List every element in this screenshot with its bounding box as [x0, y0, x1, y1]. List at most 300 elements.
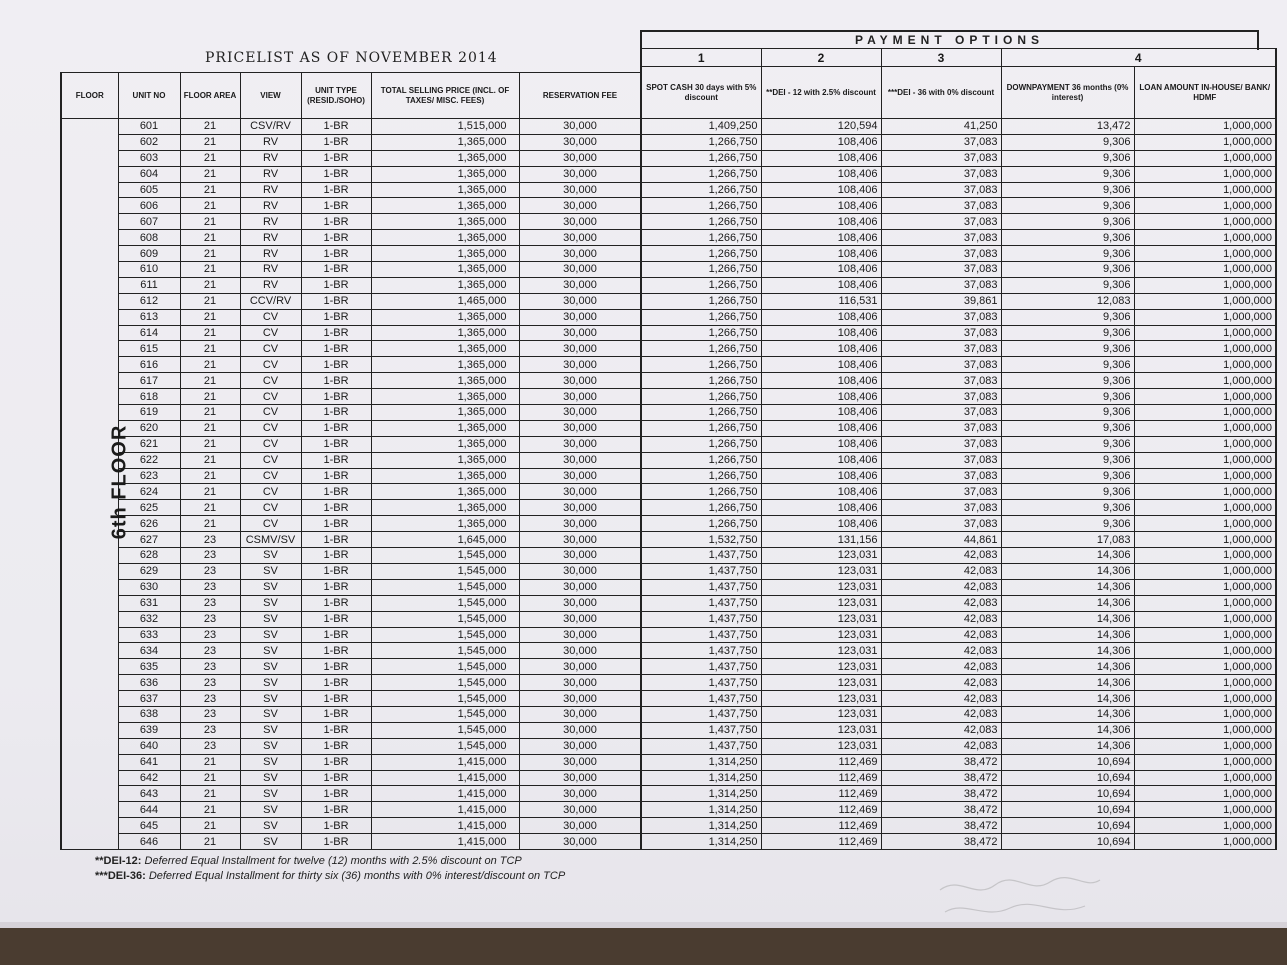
cell-dei-12: 108,406	[761, 436, 881, 452]
cell-loan-amount: 1,000,000	[1134, 230, 1276, 246]
cell-floor-area: 23	[180, 595, 240, 611]
cell-loan-amount: 1,000,000	[1134, 786, 1276, 802]
cell-downpayment: 12,083	[1001, 293, 1134, 309]
cell-floor-area: 23	[180, 706, 240, 722]
cell-dei-12: 123,031	[761, 722, 881, 738]
cell-unit-no: 606	[118, 198, 180, 214]
cell-loan-amount: 1,000,000	[1134, 246, 1276, 262]
cell-unit-no: 631	[118, 595, 180, 611]
cell-spot-cash: 1,266,750	[641, 277, 761, 293]
cell-total-selling-price: 1,365,000	[371, 420, 519, 436]
cell-dei-12: 108,406	[761, 484, 881, 500]
cell-dei-36: 38,472	[881, 834, 1001, 850]
cell-unit-no: 644	[118, 802, 180, 818]
table-row	[61, 611, 641, 627]
cell-unit-type: 1-BR	[301, 262, 371, 278]
cell-unit-type: 1-BR	[301, 627, 371, 643]
cell-dei-36: 42,083	[881, 675, 1001, 691]
cell-unit-type: 1-BR	[301, 134, 371, 150]
cell-loan-amount: 1,000,000	[1134, 182, 1276, 198]
cell-reservation-fee: 30,000	[519, 579, 641, 595]
cell-view: CV	[240, 373, 301, 389]
cell-loan-amount: 1,000,000	[1134, 373, 1276, 389]
cell-unit-type: 1-BR	[301, 389, 371, 405]
cell-unit-no: 629	[118, 563, 180, 579]
cell-total-selling-price: 1,415,000	[371, 754, 519, 770]
cell-dei-36: 38,472	[881, 802, 1001, 818]
cell-unit-no: 615	[118, 341, 180, 357]
cell-floor-area: 23	[180, 722, 240, 738]
table-row	[641, 325, 1276, 341]
table-row	[641, 166, 1276, 182]
cell-view: SV	[240, 659, 301, 675]
cell-unit-no: 609	[118, 246, 180, 262]
cell-floor-area: 21	[180, 230, 240, 246]
cell-dei-36: 37,083	[881, 198, 1001, 214]
cell-loan-amount: 1,000,000	[1134, 468, 1276, 484]
cell-floor-area: 21	[180, 214, 240, 230]
cell-total-selling-price: 1,365,000	[371, 389, 519, 405]
cell-spot-cash: 1,266,750	[641, 230, 761, 246]
cell-total-selling-price: 1,365,000	[371, 198, 519, 214]
cell-total-selling-price: 1,545,000	[371, 643, 519, 659]
cell-downpayment: 14,306	[1001, 738, 1134, 754]
cell-dei-12: 108,406	[761, 309, 881, 325]
cell-spot-cash: 1,266,750	[641, 309, 761, 325]
cell-loan-amount: 1,000,000	[1134, 293, 1276, 309]
cell-view: CV	[240, 436, 301, 452]
cell-reservation-fee: 30,000	[519, 230, 641, 246]
cell-view: CV	[240, 325, 301, 341]
cell-unit-type: 1-BR	[301, 405, 371, 421]
cell-unit-type: 1-BR	[301, 548, 371, 564]
cell-reservation-fee: 30,000	[519, 405, 641, 421]
table-row	[641, 405, 1276, 421]
cell-unit-type: 1-BR	[301, 309, 371, 325]
table-row	[61, 563, 641, 579]
table-row	[641, 579, 1276, 595]
cell-loan-amount: 1,000,000	[1134, 548, 1276, 564]
table-row	[61, 834, 641, 850]
table-row	[641, 770, 1276, 786]
cell-downpayment: 14,306	[1001, 579, 1134, 595]
cell-unit-no: 608	[118, 230, 180, 246]
cell-total-selling-price: 1,545,000	[371, 548, 519, 564]
cell-reservation-fee: 30,000	[519, 436, 641, 452]
cell-view: RV	[240, 230, 301, 246]
cell-dei-12: 108,406	[761, 182, 881, 198]
cell-spot-cash: 1,266,750	[641, 246, 761, 262]
cell-spot-cash: 1,437,750	[641, 722, 761, 738]
cell-reservation-fee: 30,000	[519, 262, 641, 278]
cell-loan-amount: 1,000,000	[1134, 579, 1276, 595]
cell-loan-amount: 1,000,000	[1134, 500, 1276, 516]
table-row	[61, 198, 641, 214]
cell-floor-area: 21	[180, 484, 240, 500]
table-row	[641, 818, 1276, 834]
payment-options-title: PAYMENT OPTIONS	[640, 30, 1259, 50]
table-row	[641, 659, 1276, 675]
cell-spot-cash: 1,437,750	[641, 675, 761, 691]
header-unit-no: UNIT NO	[118, 73, 180, 119]
cell-reservation-fee: 30,000	[519, 802, 641, 818]
cell-total-selling-price: 1,545,000	[371, 738, 519, 754]
header-unit-type: UNIT TYPE (RESID./SOHO)	[301, 73, 371, 119]
cell-floor-area: 23	[180, 563, 240, 579]
cell-spot-cash: 1,266,750	[641, 357, 761, 373]
cell-spot-cash: 1,266,750	[641, 166, 761, 182]
cell-downpayment: 9,306	[1001, 150, 1134, 166]
cell-unit-type: 1-BR	[301, 643, 371, 659]
cell-reservation-fee: 30,000	[519, 119, 641, 135]
cell-reservation-fee: 30,000	[519, 659, 641, 675]
cell-unit-type: 1-BR	[301, 214, 371, 230]
cell-total-selling-price: 1,545,000	[371, 691, 519, 707]
cell-dei-12: 112,469	[761, 786, 881, 802]
cell-spot-cash: 1,437,750	[641, 611, 761, 627]
cell-downpayment: 17,083	[1001, 532, 1134, 548]
cell-loan-amount: 1,000,000	[1134, 675, 1276, 691]
cell-view: SV	[240, 548, 301, 564]
cell-dei-36: 37,083	[881, 150, 1001, 166]
cell-downpayment: 9,306	[1001, 468, 1134, 484]
cell-dei-36: 37,083	[881, 468, 1001, 484]
table-row	[641, 452, 1276, 468]
table-row	[641, 675, 1276, 691]
table-row	[641, 563, 1276, 579]
table-row	[641, 532, 1276, 548]
table-row	[641, 150, 1276, 166]
cell-total-selling-price: 1,545,000	[371, 611, 519, 627]
cell-unit-type: 1-BR	[301, 611, 371, 627]
cell-unit-no: 641	[118, 754, 180, 770]
cell-reservation-fee: 30,000	[519, 500, 641, 516]
cell-spot-cash: 1,266,750	[641, 389, 761, 405]
cell-reservation-fee: 30,000	[519, 357, 641, 373]
cell-total-selling-price: 1,545,000	[371, 722, 519, 738]
table-row	[641, 214, 1276, 230]
table-row	[61, 277, 641, 293]
table-row	[61, 579, 641, 595]
cell-reservation-fee: 30,000	[519, 611, 641, 627]
cell-downpayment: 9,306	[1001, 262, 1134, 278]
cell-spot-cash: 1,266,750	[641, 341, 761, 357]
cell-downpayment: 14,306	[1001, 691, 1134, 707]
cell-unit-type: 1-BR	[301, 293, 371, 309]
cell-view: CV	[240, 309, 301, 325]
cell-spot-cash: 1,437,750	[641, 691, 761, 707]
cell-reservation-fee: 30,000	[519, 341, 641, 357]
cell-floor-area: 21	[180, 309, 240, 325]
table-row	[641, 389, 1276, 405]
cell-total-selling-price: 1,545,000	[371, 659, 519, 675]
cell-unit-no: 603	[118, 150, 180, 166]
cell-view: RV	[240, 134, 301, 150]
cell-total-selling-price: 1,415,000	[371, 770, 519, 786]
cell-unit-no: 620	[118, 420, 180, 436]
cell-spot-cash: 1,437,750	[641, 706, 761, 722]
cell-spot-cash: 1,314,250	[641, 834, 761, 850]
cell-total-selling-price: 1,365,000	[371, 166, 519, 182]
table-row	[641, 834, 1276, 850]
table-row	[641, 182, 1276, 198]
cell-view: SV	[240, 706, 301, 722]
cell-view: CV	[240, 452, 301, 468]
cell-loan-amount: 1,000,000	[1134, 611, 1276, 627]
cell-reservation-fee: 30,000	[519, 277, 641, 293]
cell-total-selling-price: 1,365,000	[371, 230, 519, 246]
cell-view: SV	[240, 595, 301, 611]
cell-downpayment: 9,306	[1001, 341, 1134, 357]
cell-unit-type: 1-BR	[301, 452, 371, 468]
cell-unit-no: 643	[118, 786, 180, 802]
cell-dei-36: 37,083	[881, 357, 1001, 373]
footnotes	[95, 854, 565, 884]
cell-loan-amount: 1,000,000	[1134, 627, 1276, 643]
cell-loan-amount: 1,000,000	[1134, 563, 1276, 579]
cell-dei-12: 108,406	[761, 468, 881, 484]
cell-unit-type: 1-BR	[301, 484, 371, 500]
cell-downpayment: 14,306	[1001, 643, 1134, 659]
cell-total-selling-price: 1,365,000	[371, 214, 519, 230]
cell-unit-type: 1-BR	[301, 754, 371, 770]
cell-dei-36: 42,083	[881, 643, 1001, 659]
cell-downpayment: 9,306	[1001, 246, 1134, 262]
footnote-text: Deferred Equal Installment for thirty six (36) months with 0% interest/discount on TCP	[148, 870, 566, 882]
cell-unit-no: 628	[118, 548, 180, 564]
table-row	[61, 150, 641, 166]
table-row	[641, 722, 1276, 738]
table-row	[61, 754, 641, 770]
cell-floor-area: 21	[180, 420, 240, 436]
table-row	[61, 389, 641, 405]
table-row	[61, 500, 641, 516]
cell-unit-no: 622	[118, 452, 180, 468]
cell-dei-12: 108,406	[761, 246, 881, 262]
cell-dei-36: 44,861	[881, 532, 1001, 548]
cell-dei-36: 39,861	[881, 293, 1001, 309]
cell-dei-12: 108,406	[761, 262, 881, 278]
table-row	[641, 754, 1276, 770]
cell-view: SV	[240, 754, 301, 770]
cell-dei-12: 108,406	[761, 134, 881, 150]
header-loan-amount: LOAN AMOUNT IN-HOUSE/ BANK/ HDMF	[1134, 67, 1276, 119]
cell-loan-amount: 1,000,000	[1134, 198, 1276, 214]
table-row	[61, 722, 641, 738]
cell-unit-no: 611	[118, 277, 180, 293]
cell-floor-area: 21	[180, 119, 240, 135]
floor-cell	[61, 119, 131, 850]
cell-unit-type: 1-BR	[301, 516, 371, 532]
cell-loan-amount: 1,000,000	[1134, 357, 1276, 373]
table-row	[61, 246, 641, 262]
cell-unit-no: 613	[118, 309, 180, 325]
cell-unit-type: 1-BR	[301, 675, 371, 691]
cell-floor-area: 23	[180, 643, 240, 659]
cell-unit-no: 640	[118, 738, 180, 754]
cell-dei-12: 108,406	[761, 389, 881, 405]
header-total-selling-price: TOTAL SELLING PRICE (INCL. OF TAXES/ MISC. FEES)	[371, 73, 519, 119]
cell-view: SV	[240, 691, 301, 707]
cell-dei-12: 112,469	[761, 834, 881, 850]
cell-dei-12: 108,406	[761, 230, 881, 246]
cell-floor-area: 21	[180, 182, 240, 198]
cell-loan-amount: 1,000,000	[1134, 738, 1276, 754]
cell-loan-amount: 1,000,000	[1134, 119, 1276, 135]
cell-unit-type: 1-BR	[301, 230, 371, 246]
table-row	[61, 738, 641, 754]
cell-total-selling-price: 1,645,000	[371, 532, 519, 548]
cell-spot-cash: 1,437,750	[641, 738, 761, 754]
payment-options-table	[640, 48, 1277, 850]
cell-spot-cash: 1,314,250	[641, 802, 761, 818]
cell-reservation-fee: 30,000	[519, 516, 641, 532]
cell-dei-12: 123,031	[761, 611, 881, 627]
cell-view: RV	[240, 150, 301, 166]
cell-spot-cash: 1,266,750	[641, 198, 761, 214]
cell-spot-cash: 1,266,750	[641, 325, 761, 341]
cell-reservation-fee: 30,000	[519, 722, 641, 738]
cell-floor-area: 23	[180, 548, 240, 564]
cell-loan-amount: 1,000,000	[1134, 134, 1276, 150]
table-row	[61, 119, 641, 135]
cell-spot-cash: 1,266,750	[641, 405, 761, 421]
cell-total-selling-price: 1,545,000	[371, 627, 519, 643]
cell-total-selling-price: 1,365,000	[371, 262, 519, 278]
cell-dei-12: 123,031	[761, 579, 881, 595]
cell-view: RV	[240, 277, 301, 293]
cell-dei-12: 108,406	[761, 198, 881, 214]
cell-unit-type: 1-BR	[301, 341, 371, 357]
header-floor-area: FLOOR AREA	[180, 73, 240, 119]
cell-downpayment: 14,306	[1001, 659, 1134, 675]
cell-dei-12: 123,031	[761, 548, 881, 564]
table-edge-background	[0, 928, 1287, 965]
cell-unit-no: 610	[118, 262, 180, 278]
cell-reservation-fee: 30,000	[519, 420, 641, 436]
cell-view: RV	[240, 166, 301, 182]
table-row	[61, 532, 641, 548]
cell-total-selling-price: 1,365,000	[371, 277, 519, 293]
cell-unit-type: 1-BR	[301, 722, 371, 738]
cell-floor-area: 21	[180, 516, 240, 532]
header-dei-12: **DEI - 12 with 2.5% discount	[761, 67, 881, 119]
cell-dei-36: 41,250	[881, 119, 1001, 135]
cell-reservation-fee: 30,000	[519, 452, 641, 468]
cell-unit-type: 1-BR	[301, 706, 371, 722]
cell-spot-cash: 1,266,750	[641, 214, 761, 230]
cell-unit-no: 633	[118, 627, 180, 643]
cell-total-selling-price: 1,365,000	[371, 436, 519, 452]
cell-floor-area: 21	[180, 166, 240, 182]
cell-unit-no: 639	[118, 722, 180, 738]
cell-total-selling-price: 1,365,000	[371, 516, 519, 532]
table-row	[61, 262, 641, 278]
table-row	[61, 643, 641, 659]
cell-floor-area: 21	[180, 452, 240, 468]
cell-dei-12: 108,406	[761, 500, 881, 516]
cell-floor-area: 23	[180, 659, 240, 675]
table-row	[641, 611, 1276, 627]
cell-view: SV	[240, 675, 301, 691]
table-row	[641, 738, 1276, 754]
cell-loan-amount: 1,000,000	[1134, 722, 1276, 738]
cell-dei-36: 37,083	[881, 134, 1001, 150]
cell-unit-type: 1-BR	[301, 182, 371, 198]
table-row	[61, 436, 641, 452]
cell-unit-no: 642	[118, 770, 180, 786]
cell-loan-amount: 1,000,000	[1134, 452, 1276, 468]
cell-dei-36: 42,083	[881, 738, 1001, 754]
cell-dei-36: 37,083	[881, 230, 1001, 246]
table-row	[61, 309, 641, 325]
cell-reservation-fee: 30,000	[519, 834, 641, 850]
cell-floor-area: 21	[180, 770, 240, 786]
cell-unit-type: 1-BR	[301, 579, 371, 595]
cell-unit-no: 623	[118, 468, 180, 484]
table-row	[641, 595, 1276, 611]
cell-spot-cash: 1,437,750	[641, 563, 761, 579]
cell-spot-cash: 1,266,750	[641, 293, 761, 309]
cell-floor-area: 21	[180, 818, 240, 834]
cell-downpayment: 14,306	[1001, 548, 1134, 564]
cell-spot-cash: 1,266,750	[641, 516, 761, 532]
cell-view: SV	[240, 611, 301, 627]
cell-dei-36: 42,083	[881, 595, 1001, 611]
cell-view: CV	[240, 405, 301, 421]
cell-unit-type: 1-BR	[301, 786, 371, 802]
cell-unit-type: 1-BR	[301, 500, 371, 516]
cell-view: CV	[240, 341, 301, 357]
cell-view: SV	[240, 738, 301, 754]
cell-view: RV	[240, 214, 301, 230]
table-row	[61, 484, 641, 500]
cell-view: CSV/RV	[240, 119, 301, 135]
cell-dei-36: 37,083	[881, 214, 1001, 230]
cell-total-selling-price: 1,365,000	[371, 341, 519, 357]
cell-downpayment: 9,306	[1001, 198, 1134, 214]
cell-view: RV	[240, 198, 301, 214]
cell-unit-no: 617	[118, 373, 180, 389]
table-row	[61, 691, 641, 707]
table-row	[61, 627, 641, 643]
cell-spot-cash: 1,314,250	[641, 818, 761, 834]
cell-reservation-fee: 30,000	[519, 293, 641, 309]
table-row	[641, 341, 1276, 357]
cell-unit-no: 614	[118, 325, 180, 341]
cell-dei-36: 38,472	[881, 770, 1001, 786]
cell-downpayment: 10,694	[1001, 802, 1134, 818]
cell-unit-type: 1-BR	[301, 802, 371, 818]
cell-unit-no: 602	[118, 134, 180, 150]
cell-spot-cash: 1,266,750	[641, 134, 761, 150]
cell-dei-12: 123,031	[761, 706, 881, 722]
cell-unit-type: 1-BR	[301, 659, 371, 675]
cell-floor-area: 21	[180, 405, 240, 421]
cell-loan-amount: 1,000,000	[1134, 341, 1276, 357]
cell-dei-36: 42,083	[881, 691, 1001, 707]
cell-loan-amount: 1,000,000	[1134, 166, 1276, 182]
table-row	[61, 182, 641, 198]
cell-reservation-fee: 30,000	[519, 198, 641, 214]
table-row	[641, 277, 1276, 293]
cell-dei-36: 37,083	[881, 484, 1001, 500]
cell-dei-36: 37,083	[881, 516, 1001, 532]
cell-total-selling-price: 1,365,000	[371, 468, 519, 484]
cell-total-selling-price: 1,545,000	[371, 579, 519, 595]
cell-downpayment: 10,694	[1001, 770, 1134, 786]
cell-unit-no: 616	[118, 357, 180, 373]
